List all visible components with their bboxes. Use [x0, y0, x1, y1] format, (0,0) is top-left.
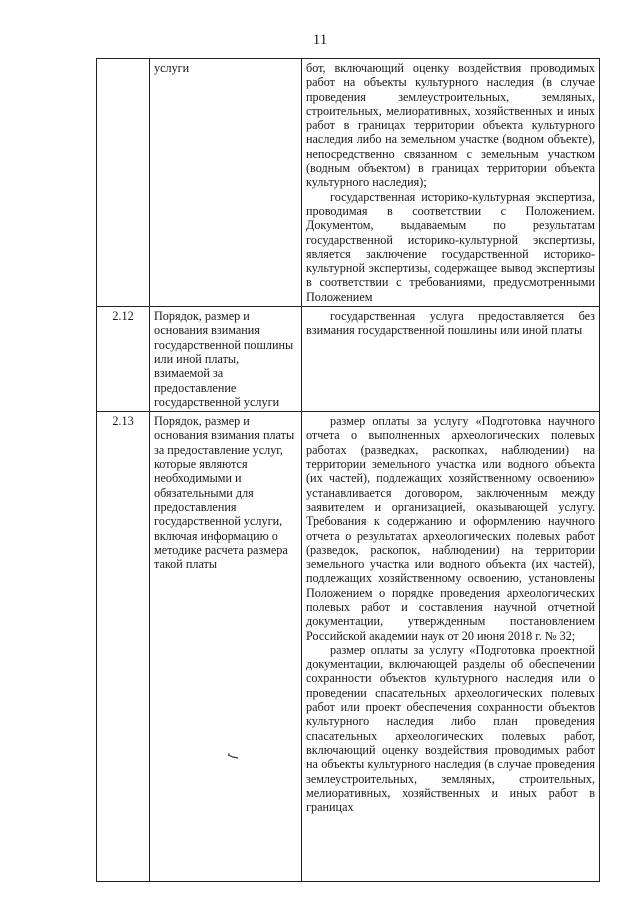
- description-paragraph: государственная услуга предоставляется без взимания государственной пошлины или иной платы: [306, 309, 595, 338]
- ink-mark-icon: [227, 752, 239, 760]
- table-row: [97, 59, 600, 307]
- row-description: [302, 307, 600, 412]
- page-number: 11: [312, 32, 328, 48]
- row-description: [302, 59, 600, 307]
- row-number: [97, 59, 150, 307]
- description-paragraph: государственная историко-культурная экспертиза, проводимая в соответствии с Положением. Документом, выдаваемым по результатам государственной историко-культурной экспертизы, является заключение государственной историко-культурной экспертизы, содержащее вывод экспертизы в соответствии с требованиями, предусмотренными Положением: [306, 189, 595, 304]
- row-name: Порядок, размер и основания взимания государственной пошлины или иной платы, взимаемой за предоставление государственной услуги: [150, 307, 302, 412]
- services-table: [96, 58, 600, 882]
- description-paragraph: размер оплаты за услугу «Подготовка научного отчета о выполненных археологических полевых работах (разведках, раскопках, наблюдении) на территории земельного участка или водного объекта (их частей), подлежащих хозяйственному освоению» устанавливается договором, заключенным между заявителем и организацией, оказывающей услугу. Требования к содержанию и оформлению научного отчета о результатах археологических полевых работ (разведок, раскопок, наблюдении) на территории земельного участка или водного объекта (их частей), подлежащих хозяйственному освоению, установлены Положением о порядке проведения археологических полевых работ и составления научной отчетной документации, утвержденным постановлением Российской академии наук от 20 июня 2018 г. № 32;: [306, 414, 595, 643]
- table-row: [97, 412, 600, 882]
- row-number: 2.13: [97, 412, 150, 882]
- row-number: 2.12: [97, 307, 150, 412]
- description-paragraph: бот, включающий оценку воздействия проводимых работ на объекты культурного наследия (в случае проведения землеустроительных, земляных, строительных, мелиоративных, хозяйственных и иных работ в границах территории объекта культурного наследия либо на земельном участке (водном объекте), непосредственно связанном с земельным участком (водным объектом) в границах территории объекта культурного наследия);: [306, 61, 595, 190]
- table-row: [97, 307, 600, 412]
- description-paragraph: размер оплаты за услугу «Подготовка проектной документации, включающей разделы об обеспечении сохранности объектов культурного наследия или о проведении спасательных археологических полевых работ или проект обеспечения сохранности объектов культурного наследия либо план проведения спасательных археологических полевых работ, включающий оценку воздействия проводимых работ на объекты культурного наследия (в случае проведения землеустроительных, земляных, строительных, мелиоративных, хозяйственных и иных работ в границах: [306, 642, 595, 815]
- row-description: [302, 412, 600, 882]
- row-name: Порядок, размер и основания взимания платы за предоставление услуг, которые являются необходимыми и обязательными для предоставления государственной услуги, включая информацию о методике расчета размера такой платы: [150, 412, 302, 882]
- row-name: услуги: [150, 59, 302, 307]
